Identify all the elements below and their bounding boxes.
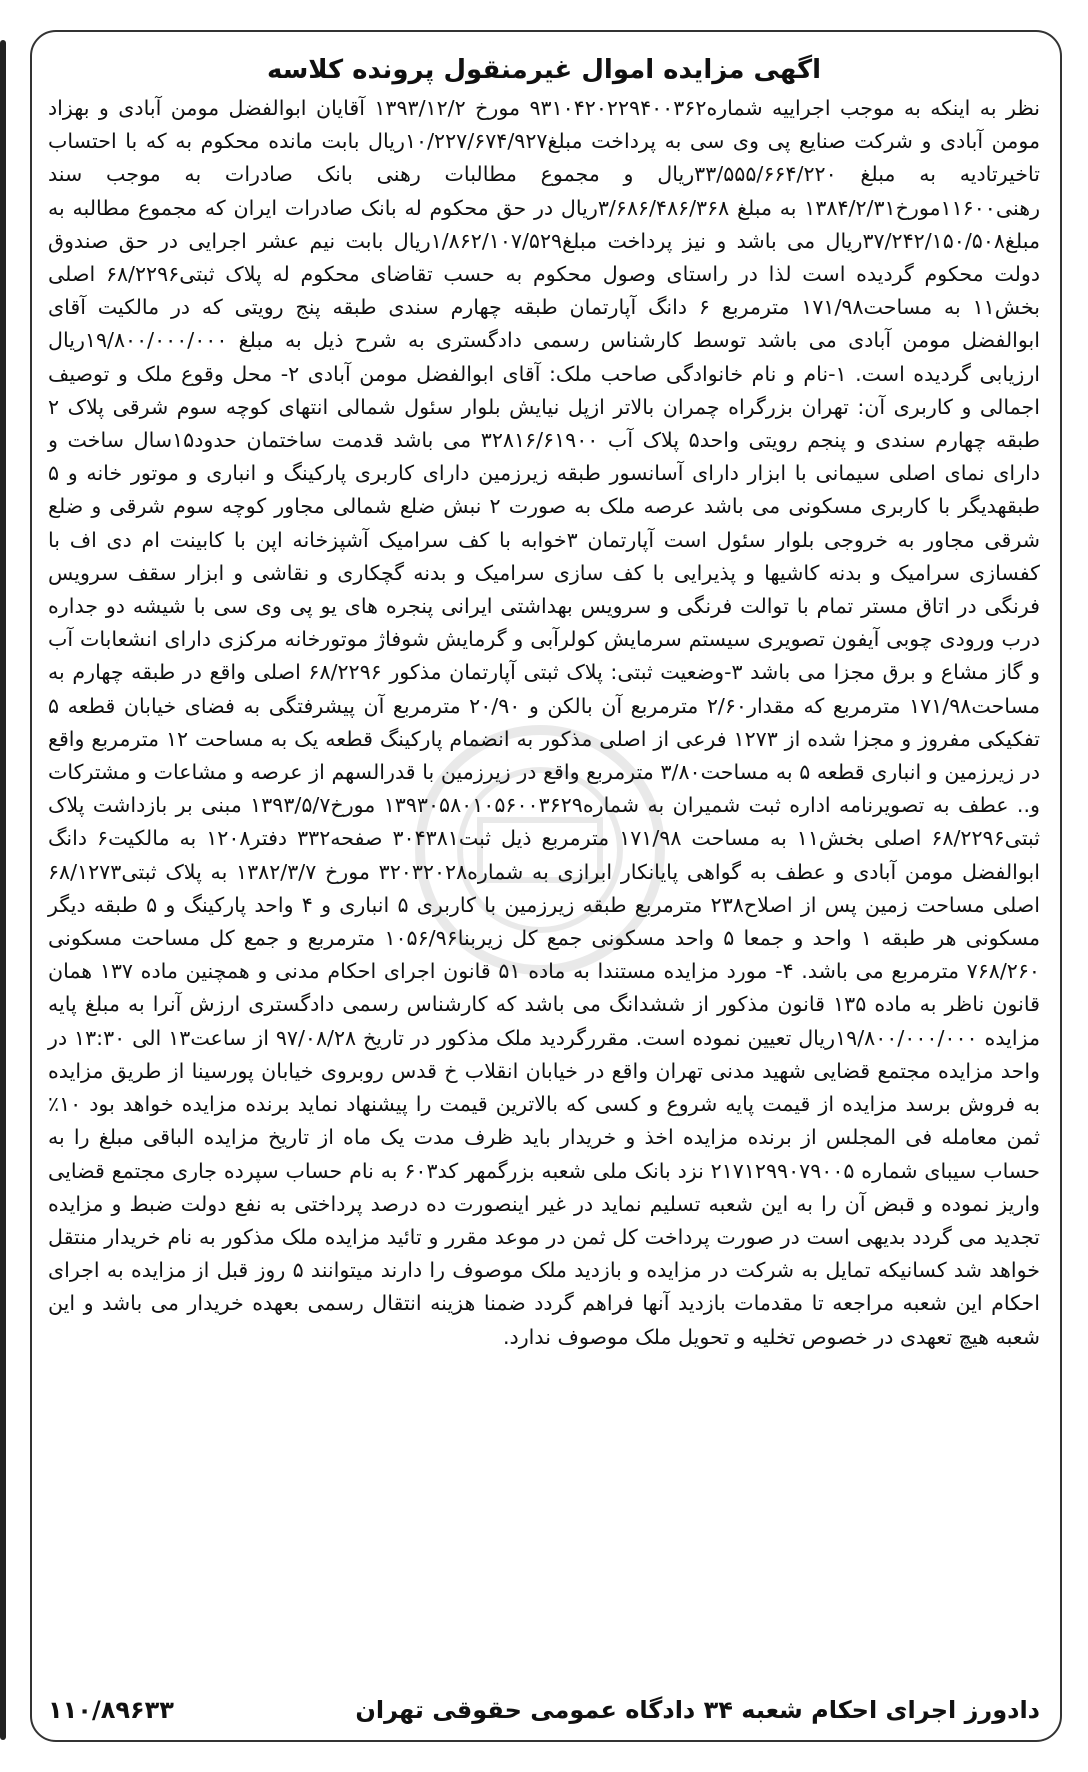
notice-body: نظر به اینکه به موجب اجراییه شماره۹۳۱۰۴۲۰۲۲۹۴۰۰۳۶۲ مورخ ۱۳۹۳/۱۲/۲ آقایان ابوالفضل مومن آبادی و بهزاد مومن آبادی و شرکت صنایع پی وی سی به پرداخت مبلغ۱۰/۲۲۷/۶۷۴/۹۲۷ریال بابت مانده محکوم به که با احتساب تاخیرتادیه به مبلغ ۳۳/۵۵۵/۶۶۴/۲۲۰ریال و مجموع مطالبات رهنی بانک صادرات به موجب سند رهنی۱۱۶۰۰مورخ۱۳۸۴/۲/۳۱ به مبلغ ۳/۶۸۶/۴۸۶/۳۶۸ریال در حق محکوم له بانک صادرات ایران که مجموع مطالبه به مبلغ۳۷/۲۴۲/۱۵۰/۵۰۸ریال می باشد و نیز پرداخت مبلغ۱/۸۶۲/۱۰۷/۵۲۹ریال بابت نیم عشر اجرایی در حق صندوق دولت محکوم گردیده است لذا در راستای وصول محکوم به حسب تقاضای محکوم له پلاک ثبتی۶۸/۲۲۹۶ اصلی بخش۱۱ به مساحت۱۷۱/۹۸ مترمربع ۶ دانگ آپارتمان طبقه چهارم سندی طبقه پنج رویتی که در مالکیت آقای ابوالفضل مومن آبادی می باشد توسط کارشناس رسمی دادگستری به شرح ذیل به مبلغ ۱۹/۸۰۰/۰۰۰/۰۰۰ریال ارزیابی گردیده است. ۱-نام و نام خانوادگی صاحب ملک: آقای ابوالفضل مومن آبادی ۲- محل وقوع ملک و توصیف اجمالی و کاربری آن: تهران بزرگراه چمران بالاتر ازپل نیایش بلوار سئول شمالی انتهای کوچه سوم شرقی پلاک ۲ طبقه چهارم سندی و پنجم رویتی واحد۵ پلاک آب ۳۲۸۱۶/۶۱۹۰۰ می باشد قدمت ساختمان حدود۱۵سال ساخت و دارای نمای اصلی سیمانی با ابزار دارای آسانسور طبقه زیرزمین دارای کاربری پارکینگ و انباری و موتور خانه و ۵ طبقهدیگر با کاربری مسکونی می باشد عرصه ملک به صورت ۲ نبش ضلع شمالی مجاور کوچه سوم شرقی و ضلع شرقی مجاور به خروجی بلوار سئول است آپارتمان ۳خوابه با کف سرامیک آشپزخانه اپن با کابینت ام دی اف با کفسازی سرامیک و بدنه کاشیها و پذیرایی با کف سازی سرامیک و بدنه گچکاری و نقاشی و ابزار سقف سرویس فرنگی در اتاق مستر تمام با توالت فرنگی و سرویس بهداشتی ایرانی پنجره های یو پی وی سی با شیشه دو جداره درب ورودی چوبی آیفون تصویری سیستم سرمایش کولرآبی و گرمایش شوفاژ موتورخانه مرکزی دارای انشعابات آب و گاز مشاع و برق مجزا می باشد ۳-وضعیت ثبتی: پلاک ثبتی آپارتمان مذکور ۶۸/۲۲۹۶ اصلی واقع در طبقه چهارم به مساحت۱۷۱/۹۸ مترمربع که مقدار۲/۶۰ مترمربع آن بالکن و ۲۰/۹۰ مترمربع آن پیشرفتگی به فضای خیابان قطعه ۵ تفکیکی مفروز و مجزا شده از ۱۲۷۳ فرعی از اصلی مذکور به انضمام پارکینگ قطعه یک به مساحت ۱۲ مترمربع واقع در زیرزمین و انباری قطعه ۵ به مساحت۳/۸۰ مترمربع واقع در زیرزمین با قدرالسهم از عرصه و مشاعات و مشترکات و.. عطف به تصویرنامه اداره ثبت شمیران به شماره۱۳۹۳۰۵۸۰۱۰۵۶۰۰۳۶۲۹ مورخ۱۳۹۳/۵/۷ مبنی بر بازداشت پلاک ثبتی۶۸/۲۲۹۶ اصلی بخش۱۱ به مساحت ۱۷۱/۹۸ مترمربع ذیل ثبت۳۰۴۳۸۱ صفحه۳۳۲ دفتر۱۲۰۸ به مالکیت۶ دانگ ابوالفضل مومن آبادی و عطف به گواهی پایانکار ابرازی به شماره۳۲۰۳۲۰۲۸ مورخ ۱۳۸۲/۳/۷ به پلاک ثبتی۶۸/۱۲۷۳ اصلی مساحت زمین پس از اصلاح۲۳۸ مترمربع طبقه زیرزمین با کاربری ۵ انباری و ۴ واحد پارکینگ و ۵ طبقه دیگر مسکونی هر طبقه ۱ واحد و جمعا ۵ واحد مسکونی جمع کل زیربنا۱۰۵۶/۹۶ مترمربع و جمع کل مساحت مسکونی ۷۶۸/۲۶۰ مترمربع می باشد. ۴- مورد مزایده مستندا به ماده ۵۱ قانون اجرای احکام مدنی و همچنین ماده ۱۳۷ همان قانون ناظر به ماده ۱۳۵ قانون مذکور از ششدانگ می باشد که کارشناس رسمی دادگستری ارزش آنرا به مبلغ پایه مزایده ۱۹/۸۰۰/۰۰۰/۰۰۰ریال تعیین نموده است. مقررگردید ملک مذکور در تاریخ ۹۷/۰۸/۲۸ از ساعت۱۳ الی ۱۳:۳۰ در واحد مزایده مجتمع قضایی شهید مدنی تهران واقع در خیابان انقلاب خ قدس روبروی خیابان پورسینا از طریق مزایده به فروش برسد مزایده از قیمت پایه شروع و کسی که بالاترین قیمت را پیشنهاد نماید برنده مزایده خواهد بود ۱۰٪ ثمن معامله فی المجلس از برنده مزایده اخذ و خریدار باید ظرف مدت یک ماه از تاریخ مزایده الباقی مبلغ را به حساب سیبای شماره ۲۱۷۱۲۹۹۰۷۹۰۰۵ نزد بانک ملی شعبه بزرگمهر کد۶۰۳ به نام حساب سپرده جاری مجتمع قضایی واریز نموده و قبض آن را به این شعبه تسلیم نماید در غیر اینصورت ده درصد پرداختی به نفع دولت ضبط و مزایده تجدید می گردد بدیهی است در صورت پرداخت کل ثمن در موعد مقرر و تائید مزایده ملک مذکور به نام خریدار منتقل خواهد شد کسانیکه تمایل به شرکت در مزایده و بازدید ملک موصوف را دارند میتوانند ۵ روز قبل از مزایده به اجرای احکام این شعبه مراجعه تا مقدمات بازدید آنها فراهم گردد ضمنا هزینه انتقال رسمی بعهده خریدار می باشد و این شعبه هیچ تعهدی در خصوص تخلیه و تحویل ملک موصوف ندارد.: [48, 96, 1041, 1349]
notice-code: ۱۱۰/۸۹۶۳۳: [48, 1696, 174, 1724]
auction-notice: [48, 52, 1040, 1354]
notice-footer: [48, 1690, 1040, 1730]
issuer-signature: دادورز اجرای احکام شعبه ۳۴ دادگاه عمومی حقوقی تهران: [355, 1696, 1040, 1724]
notice-title: اگهی مزایده اموال غیرمنقول پرونده کلاسه: [266, 55, 822, 85]
page-edge-mark: [0, 40, 6, 1740]
